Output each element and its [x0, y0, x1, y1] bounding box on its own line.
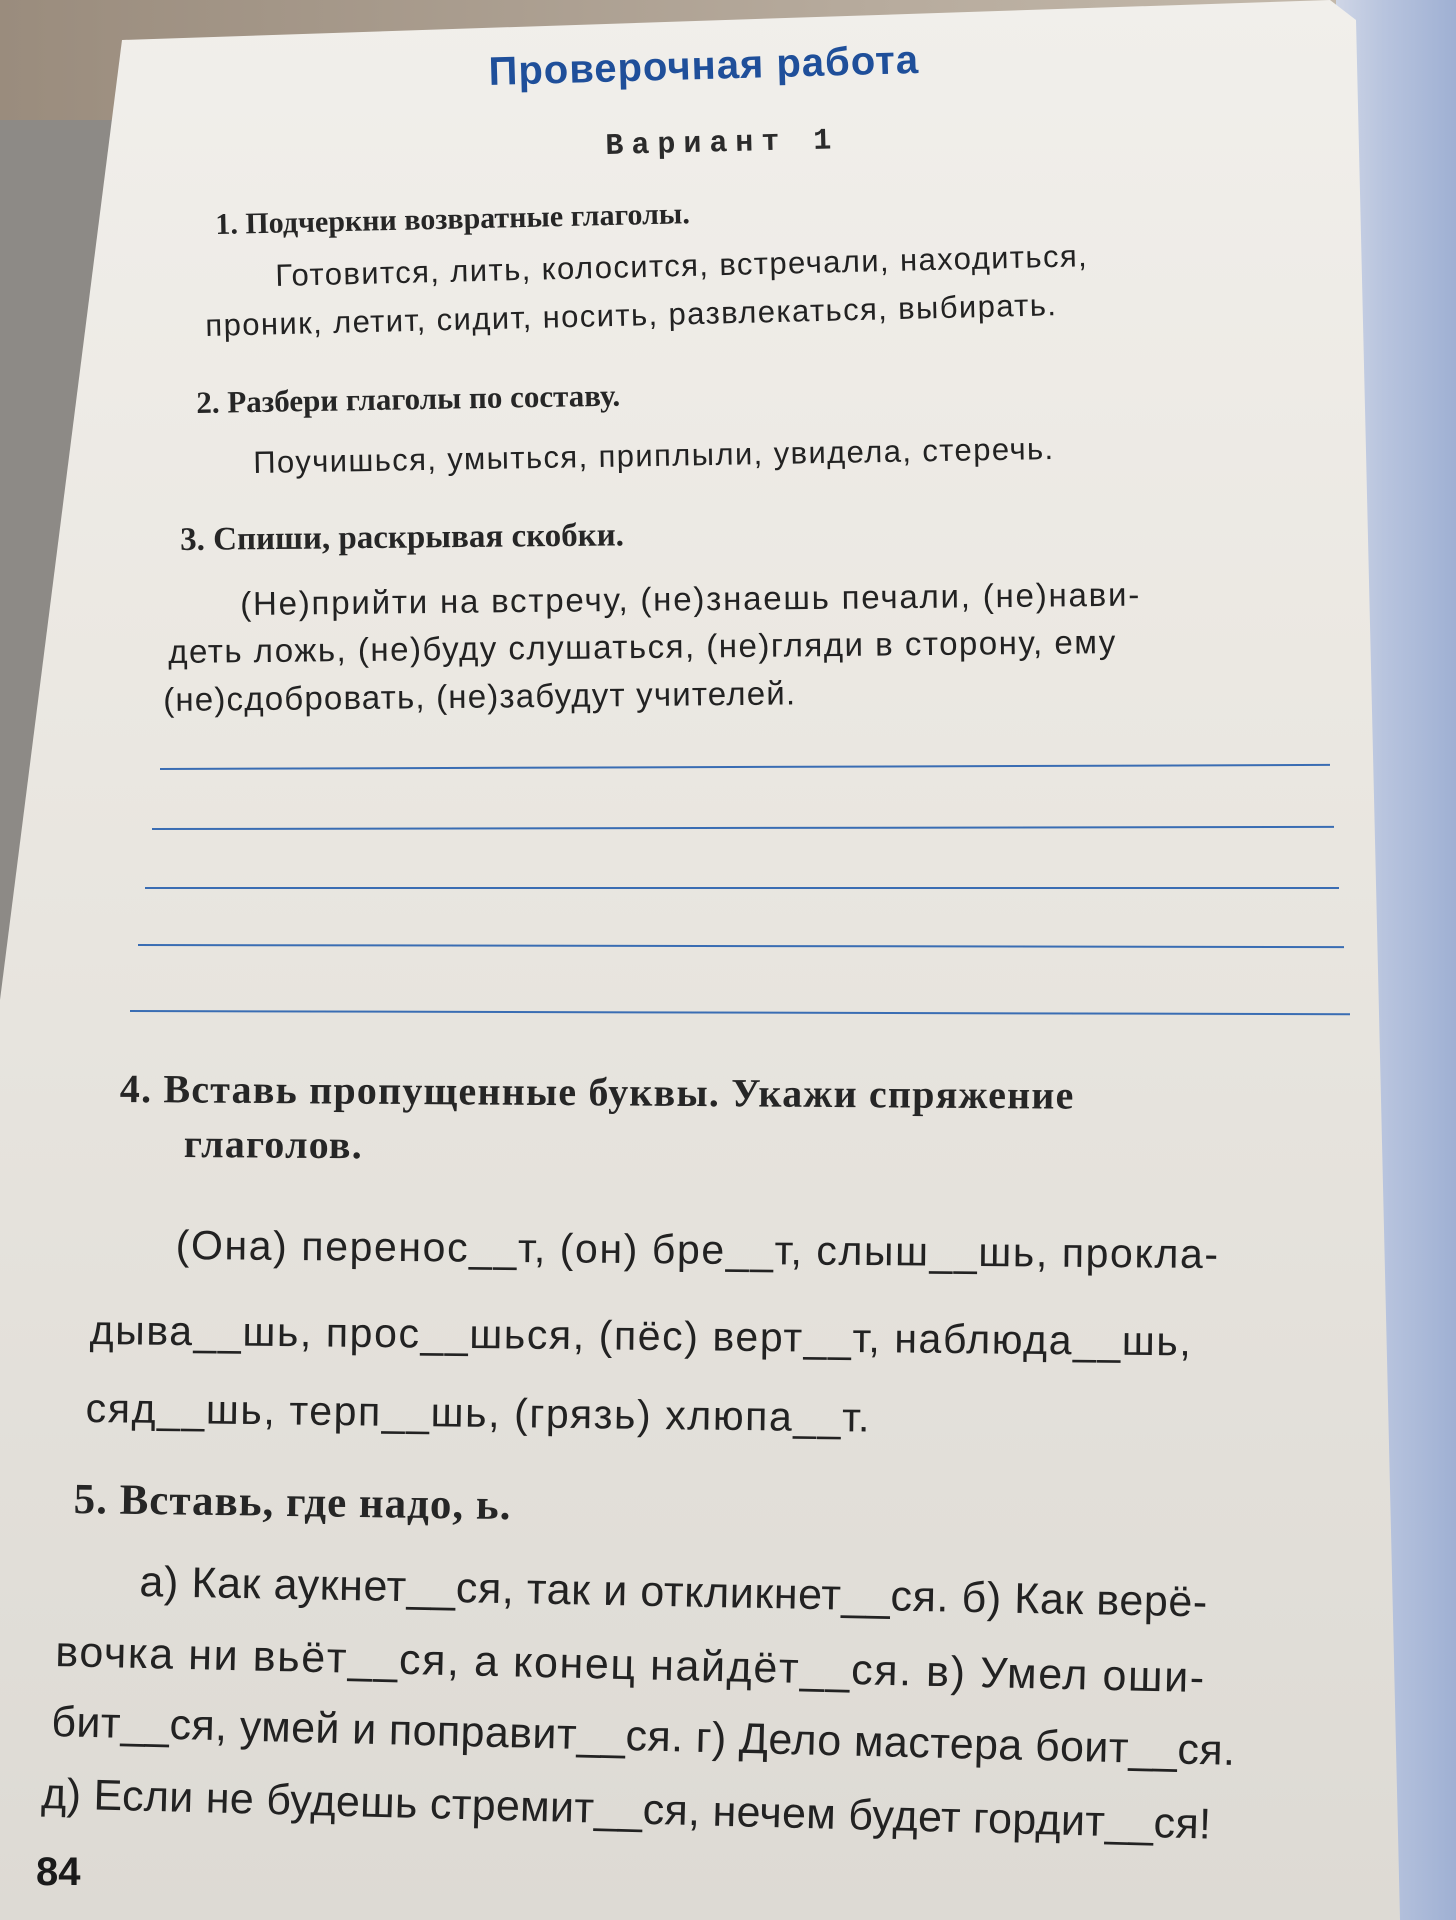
task-5-number: 5. [73, 1475, 109, 1524]
task-3-line-2: деть ложь, (не)буду слушаться, (не)гляди в сторону, ему [168, 623, 1117, 670]
task-4-line-1: (Она) перенос__т, (он) бре__т, слыш__шь, прокла- [175, 1222, 1220, 1278]
task-2-heading [196, 378, 620, 421]
task-5-instruction: Вставь, где надо, ь. [119, 1476, 512, 1530]
task-5-line-4: д) Если не будешь стремит__ся, нечем будет гордит__ся! [40, 1770, 1212, 1849]
task-5-heading [73, 1475, 512, 1530]
task-4-number: 4. [119, 1066, 153, 1112]
task-4-line-2: дыва__шь, прос__шься, (пёс) верт__т, наблюда__шь, [89, 1307, 1193, 1365]
task-5-line-3: бит__ся, умей и поправит__ся. г) Дело мастера боит__ся. [50, 1698, 1236, 1775]
task-4-heading-line-2: глаголов. [183, 1121, 364, 1168]
task-1-number: 1. [215, 207, 239, 241]
task-3-instruction: Спиши, раскрывая скобки. [212, 517, 625, 558]
task-3-line-1: (Не)прийти на встречу, (не)знаешь печали, (не)нави- [240, 575, 1142, 622]
answer-line-4[interactable] [138, 944, 1344, 948]
task-4-heading-line-1 [120, 1065, 1075, 1119]
page-title: Проверочная работа [488, 37, 920, 94]
task-1-line-1: Готовится, лить, колосится, встречали, находиться, [275, 238, 1089, 293]
task-3-heading [180, 517, 624, 559]
answer-line-3[interactable] [145, 887, 1339, 889]
task-3-number: 3. [180, 521, 206, 558]
variant-label: Вариант 1 [605, 124, 840, 164]
task-5-line-2: вочка ни вьёт__ся, а конец найдёт__ся. в) Умел оши- [54, 1628, 1207, 1703]
answer-line-2[interactable] [152, 826, 1334, 830]
task-3-line-3: (не)сдобровать, (не)забудут учителей. [163, 674, 797, 718]
task-2-number: 2. [196, 384, 220, 420]
task-1-line-2: проник, летит, сидит, носить, развлекаться, выбирать. [205, 287, 1058, 343]
task-5-line-1: а) Как аукнет__ся, так и откликнет__ся. б) Как верё- [139, 1558, 1209, 1627]
task-4-instruction-1: Вставь пропущенные буквы. Укажи спряжение [163, 1066, 1075, 1118]
task-2-line-1: Поучишься, умыться, приплыли, увидела, стеречь. [253, 431, 1055, 480]
task-1-instruction: Подчеркни возвратные глаголы. [244, 197, 691, 241]
task-4-line-3: сяд__шь, терп__шь, (грязь) хлюпа__т. [85, 1385, 872, 1441]
task-1-heading [215, 197, 690, 242]
page-number: 84 [36, 1850, 81, 1894]
answer-line-5[interactable] [130, 1010, 1350, 1015]
task-2-instruction: Разбери глаголы по составу. [226, 377, 621, 420]
answer-line-1[interactable] [160, 764, 1330, 770]
